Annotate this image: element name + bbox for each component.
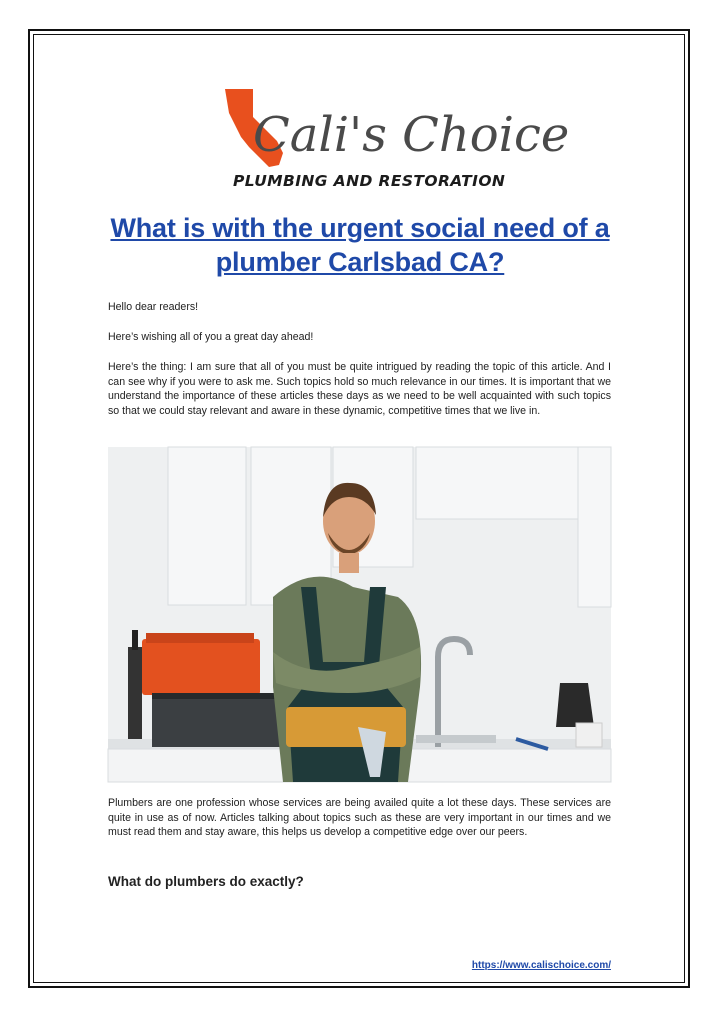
paragraph-greeting: Hello dear readers! [108,301,199,313]
paragraph-intro: Here’s the thing: I am sure that all of you must be quite intrigued by reading the topic of this article. And I can see why if you were to ask me. Such topics hold so much relevance in our times. It is important that we understand the importance of these articles these days as we need to be well acquainted with such topics so that we could stay relevant and aware in these dynamic, competitive times that we live in. [108,361,611,417]
paragraph-plumbers: Plumbers are one profession whose services are being availed quite a lot these days. These services are quite in use as of now. Articles talking about topics such as these are very important in our times and we must read them and stay aware, this helps us develop a competitive edge over our peers. [108,797,611,839]
brand-logo [219,87,570,195]
svg-text:PLUMBING AND RESTORATION: PLUMBING AND RESTORATION [233,172,506,190]
website-link[interactable]: https://www.calischoice.com/ [471,960,611,971]
page-title: What is with the urgent social need of a plumber Carlsbad CA? [110,213,610,277]
plumber-photo [108,447,611,782]
paragraph-wishes: Here’s wishing all of you a great day ahead! [108,331,314,343]
section-heading: What do plumbers do exactly? [108,874,304,889]
svg-text:Cali's Choice: Cali's Choice [253,107,570,163]
